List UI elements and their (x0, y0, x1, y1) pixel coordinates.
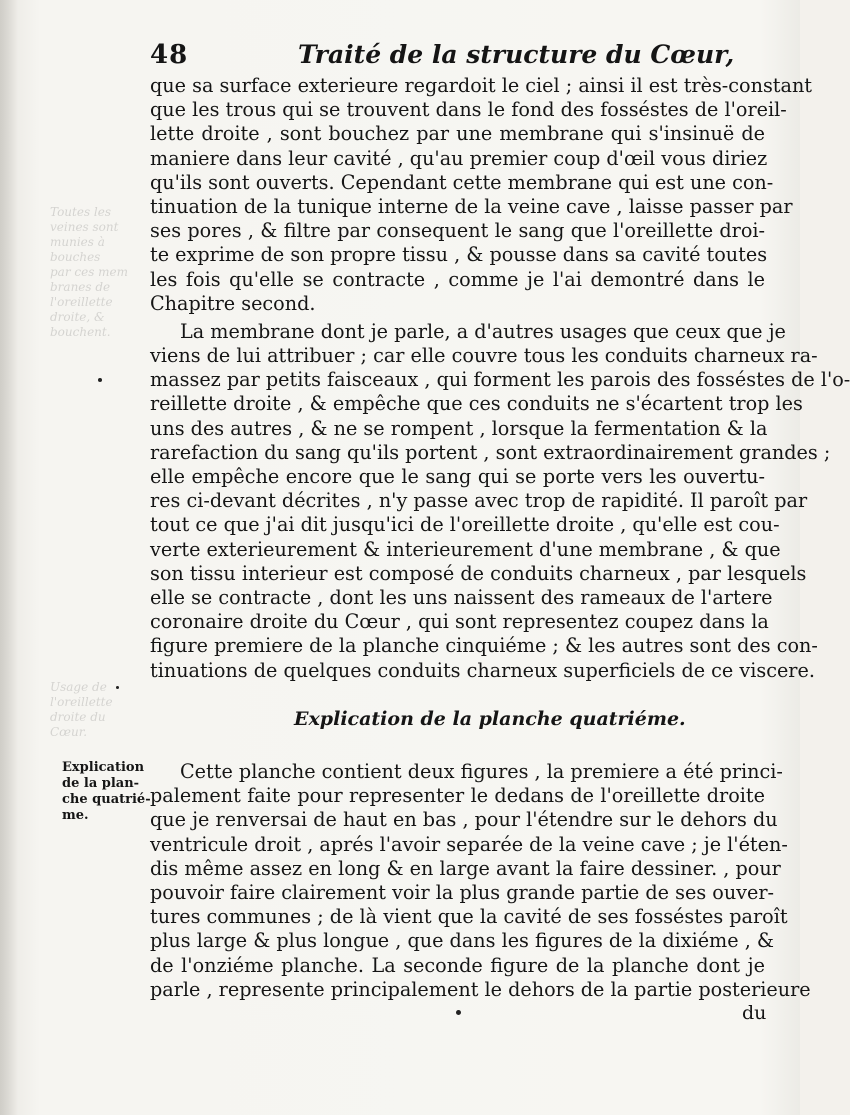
text-line: de l'onziéme planche. La seconde figure de la planche dont je (150, 953, 765, 977)
text-line: plus large & plus longue , que dans les figures de la dixiéme , & (150, 929, 774, 953)
text-line: Cette planche contient deux figures , la premiere a été princi- (180, 760, 783, 783)
text-line: te exprime de son propre tissu , & pousse dans sa cavité toutes (150, 243, 768, 267)
text-line: verte exterieurement & interieurement d'une membrane , & que (150, 537, 781, 561)
show-through-text: Toutes les veines sont munies à bouches par ces mem branes de l'oreillette droite, & bouchent. (50, 205, 129, 339)
text-line: qu'ils sont ouverts. Cependant cette membrane qui est une con- (150, 170, 774, 194)
running-header (150, 40, 735, 74)
text-line: massez par petits faisceaux , qui forment les parois des fosséstes de l'o- (150, 368, 850, 392)
text-line: ses pores , & filtre par consequent le sang que l'oreillette droi- (150, 219, 765, 243)
running-title: Traité de la structure du Cœur, (298, 40, 735, 69)
text-line: que je renversai de haut en bas , pour l'étendre sur le dehors du (150, 808, 778, 832)
text-line: les fois qu'elle se contracte , comme je l'ai demontré dans le (150, 267, 765, 291)
ink-speck (456, 1010, 461, 1015)
text-line: figure premiere de la planche cinquiéme ; & les autres sont des con- (150, 634, 818, 658)
text-line: Chapitre second. (150, 291, 316, 315)
page-gutter-shadow (0, 0, 18, 1115)
text-line: reillette droite , & empêche que ces conduits ne s'écartent trop les (150, 392, 803, 416)
text-line: La membrane dont je parle, a d'autres usages que ceux que je (180, 319, 786, 343)
text-line: uns des autres , & ne se rompent , lorsque la fermentation & la (150, 416, 768, 440)
ink-speck (98, 378, 102, 382)
marginal-note-line: Explication (62, 760, 145, 775)
text-line: coronaire droite du Cœur , qui sont representez coupez dans la (150, 610, 769, 634)
text-line: dis même assez en long & en large avant la faire dessiner. , pour (150, 856, 781, 880)
text-line: ventricule droit , aprés l'avoir separée de la veine cave ; je l'éten- (150, 832, 788, 856)
text-line: rarefaction du sang qu'ils portent , sont extraordinairement grandes ; (150, 440, 831, 464)
text-line: tinuations de quelques conduits charneux superficiels de ce viscere. (150, 658, 815, 682)
text-line: que sa surface exterieure regardoit le ciel ; ainsi il est très-constant (150, 74, 813, 97)
plate-explanation-text (150, 760, 811, 1002)
ink-speck (116, 686, 119, 689)
text-line: maniere dans leur cavité , qu'au premier coup d'œil vous diriez (150, 146, 768, 170)
main-text-block (150, 74, 850, 683)
text-line: son tissu interieur est composé de conduits charneux , par lesquels (150, 561, 807, 585)
marginal-note-line: che quatrié- (62, 792, 151, 807)
marginal-note (62, 760, 151, 824)
show-through-text-2: Usage de l'oreillette droite du Cœur. (50, 680, 113, 739)
marginal-note-line: me. (62, 808, 89, 823)
text-line: tinuation de la tunique interne de la veine cave , laisse passer par (150, 194, 793, 218)
text-line: elle se contracte , dont les uns naissent des rameaux de l'artere (150, 585, 773, 609)
text-line: lette droite , sont bouchez par une membrane qui s'insinuë de (150, 122, 765, 146)
paragraph-continuation (150, 74, 813, 316)
text-line: pouvoir faire clairement voir la plus grande partie de ses ouver- (150, 880, 775, 904)
text-line: palement faite pour representer le dedans de l'oreillette droite (150, 784, 765, 808)
text-line: elle empêche encore que le sang qui se porte vers les ouvertu- (150, 465, 765, 488)
marginal-note-line: de la plan- (62, 776, 140, 791)
text-line: que les trous qui se trouvent dans le fond des fosséstes de l'oreil- (150, 98, 787, 122)
text-line: tures communes ; de là vient que la cavité de ses fosséstes paroît (150, 905, 788, 929)
text-line: res ci-devant décrites , n'y passe avec trop de rapidité. Il paroît par (150, 489, 808, 513)
page-number: 48 (150, 40, 189, 70)
catchword: du (742, 1002, 767, 1024)
section-heading: Explication de la planche quatriéme. (294, 708, 686, 730)
text-line: parle , represente principalement le dehors de la partie posterieure (150, 977, 811, 1001)
paragraph-membrane-usages (150, 319, 850, 683)
text-line: tout ce que j'ai dit jusqu'ici de l'oreillette droite , qu'elle est cou- (150, 513, 780, 537)
text-line: viens de lui attribuer ; car elle couvre tous les conduits charneux ra- (150, 344, 818, 368)
